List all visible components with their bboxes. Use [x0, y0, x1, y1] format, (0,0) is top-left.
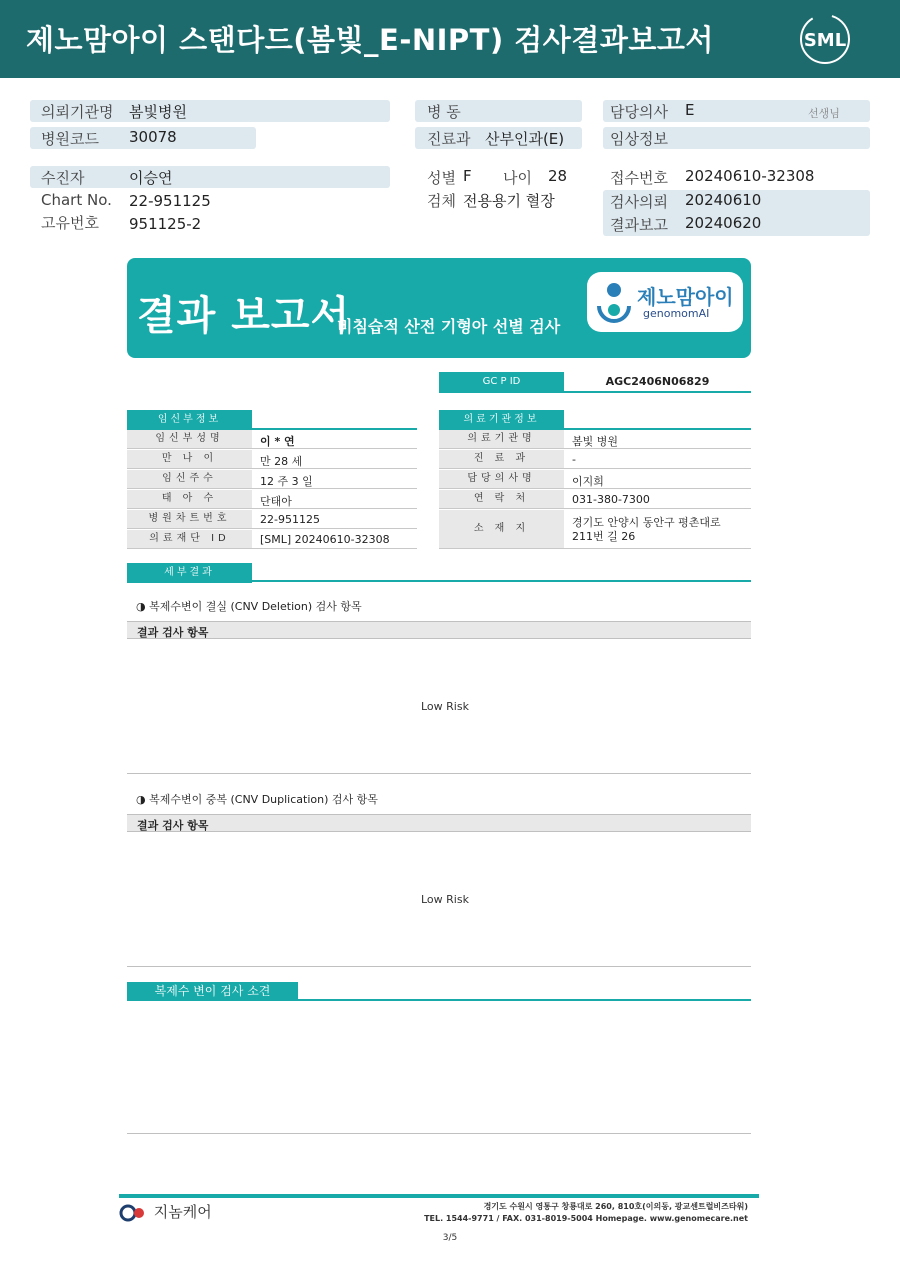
medical-info-label-3: 연 락 처 [439, 490, 564, 508]
duplication-bar [127, 814, 751, 832]
duplication-title: ◑ 복제수변이 중복 (CNV Duplication) 검사 항목 [136, 793, 378, 806]
pregnant-info-value-3: 단태아 [260, 495, 292, 508]
result-banner [127, 258, 751, 358]
medical-info-value-2: 이지희 [572, 475, 604, 488]
deletion-bottom-line [127, 773, 751, 774]
duplication-bottom-line [127, 966, 751, 967]
duplication-bar-label: 결과 검사 항목 [137, 819, 209, 832]
sml-logo-icon [796, 12, 854, 66]
doctor-label: 담당의사 [610, 103, 668, 121]
pregnant-info-row-line-5 [127, 548, 417, 549]
brand-logo [587, 272, 743, 332]
pregnant-info-label-4: 병원차트번호 [127, 510, 252, 528]
medical-info-row-line-3 [439, 508, 751, 509]
footer-logo [119, 1201, 212, 1222]
unique-label: 고유번호 [41, 214, 99, 232]
svg-text:SML: SML [803, 30, 847, 51]
pregnant-info-row-line-1 [127, 468, 417, 469]
pregnant-info-value-0: 이 * 연 [260, 435, 295, 448]
pregnant-info-label-0: 임신부성명 [127, 430, 252, 448]
medical-info-row-line-2 [439, 488, 751, 489]
opinion-line [127, 999, 751, 1001]
detail-line [127, 580, 751, 582]
sex-label: 성별 [427, 169, 456, 187]
specimen-label: 검체 [427, 192, 456, 210]
brand-korean-name: 제노맘아이 [637, 285, 734, 309]
deletion-title: ◑ 복제수변이 결실 (CNV Deletion) 검사 항목 [136, 600, 362, 613]
medical-info-value-1: - [572, 453, 576, 466]
deletion-bar [127, 621, 751, 639]
patient-value: 이승연 [129, 169, 173, 187]
institution-label: 의뢰기관명 [41, 103, 114, 121]
medical-info-value-3: 031-380-7300 [572, 493, 650, 506]
chart-value: 22-951125 [129, 192, 211, 210]
doctor-suffix: 선생님 [808, 107, 840, 120]
opinion-bottom-line [127, 1133, 751, 1134]
pregnant-info-value-2: 12 주 3 일 [260, 475, 313, 488]
banner-subtitle: 비침습적 산전 기형아 선별 검사 [337, 317, 561, 336]
pregnant-info-header: 임신부정보 [127, 410, 252, 430]
opinion-header: 복제수 변이 검사 소견 [127, 982, 298, 1001]
report-label: 결과보고 [610, 216, 668, 234]
pregnant-info-label-3: 태 아 수 [127, 490, 252, 508]
medical-info-label-4: 소 재 지 [439, 510, 564, 548]
pregnant-info-value-1: 만 28 세 [260, 455, 303, 468]
doctor-value: E [685, 101, 695, 119]
pregnant-info-row-line-4 [127, 528, 417, 529]
clinical-label: 임상정보 [610, 130, 668, 148]
patient-label: 수진자 [41, 169, 85, 187]
gcp-value: AGC2406N06829 [605, 375, 710, 388]
report-header [0, 0, 900, 78]
unique-value: 951125-2 [129, 215, 202, 233]
pregnant-info-row-line-0 [127, 448, 417, 449]
medical-info-label-0: 의료기관명 [439, 430, 564, 448]
brand-english-name: genomomAI [643, 307, 710, 320]
dept-value: 산부인과(E) [485, 130, 565, 148]
pregnant-info-label-5: 의료재단 ID [127, 530, 252, 548]
pregnant-info-value-4: 22-951125 [260, 513, 320, 526]
footer-address-line2: TEL. 1544-9771 / FAX. 031-8019-5004 Homepage. www.genomecare.net [424, 1214, 748, 1223]
report-value: 20240620 [685, 214, 762, 232]
gcp-underline [439, 391, 751, 393]
footer-company: 지놈케어 [153, 1203, 212, 1221]
request-value: 20240610 [685, 191, 762, 209]
footer-address-line1: 경기도 수원시 영통구 창룡대로 260, 810호(이의동, 광교센트럴비즈타워) [483, 1202, 748, 1211]
dept-label: 진료과 [427, 130, 471, 148]
medical-info-value-0: 봄빛 병원 [572, 435, 619, 448]
duplication-result: Low Risk [421, 893, 469, 906]
receipt-value: 20240610-32308 [685, 167, 815, 185]
report-title: 제노맘아이 스탠다드(봄빛_E-NIPT) 검사결과보고서 [26, 23, 714, 57]
medical-info-row-line-0 [439, 448, 751, 449]
footer-line [119, 1194, 759, 1198]
pregnant-info-row-line-3 [127, 508, 417, 509]
ward-label: 병 동 [427, 103, 461, 121]
detail-header: 세부결과 [127, 563, 252, 583]
pregnant-info-row-line-2 [127, 488, 417, 489]
medical-info-value-4: 경기도 안양시 동안구 평촌대로 211번 길 26 [572, 516, 721, 543]
banner-title: 결과 보고서 [137, 293, 351, 339]
hospital-code-value: 30078 [129, 128, 177, 146]
pregnant-info-label-2: 임신주수 [127, 470, 252, 488]
deletion-bar-label: 결과 검사 항목 [137, 626, 209, 639]
pregnant-info-value-5: [SML] 20240610-32308 [260, 533, 390, 546]
footer-address [424, 1201, 748, 1225]
institution-value: 봄빛병원 [129, 103, 187, 121]
medical-info-label-1: 진 료 과 [439, 450, 564, 468]
age-label: 나이 [503, 169, 532, 187]
medical-info-row-line-4 [439, 548, 751, 549]
medical-info-row-line-1 [439, 468, 751, 469]
request-label: 검사의뢰 [610, 193, 668, 211]
page-number: 3/5 [442, 1233, 458, 1243]
genomom-logo-icon [595, 280, 633, 324]
hospital-code-label: 병원코드 [41, 130, 99, 148]
receipt-label: 접수번호 [610, 169, 668, 187]
deletion-result: Low Risk [421, 700, 469, 713]
pregnant-info-label-1: 만 나 이 [127, 450, 252, 468]
chart-label: Chart No. [41, 191, 112, 209]
gcp-label: GC P ID [439, 372, 564, 392]
medical-info-label-2: 담당의사명 [439, 470, 564, 488]
specimen-value: 전용용기 혈장 [463, 192, 555, 210]
sex-value: F [463, 167, 472, 185]
medical-info-header: 의료기관정보 [439, 410, 564, 430]
age-value: 28 [548, 167, 568, 185]
genomecare-logo-icon [119, 1204, 149, 1222]
